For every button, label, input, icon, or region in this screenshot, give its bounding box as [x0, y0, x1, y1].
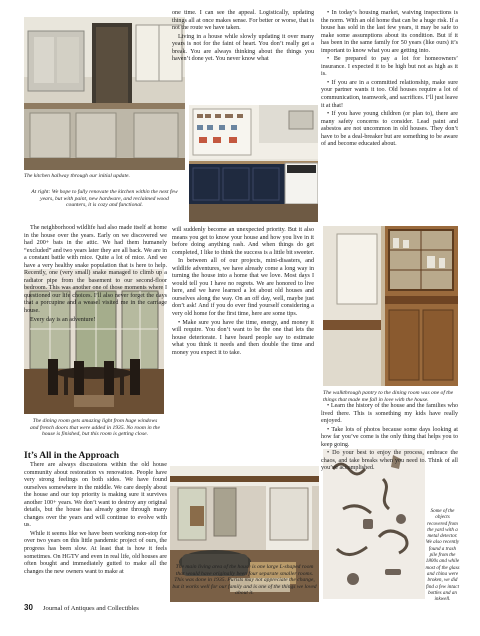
tip-children: • If you have young children (or plan to), there are many safety concerns to consider. Lead paint and asbestos are not uncommon in old houses. They don’t have to be a deal-breaker but are something to be aware of and become educated about.: [321, 111, 458, 148]
publication-name: Journal of Antiques and Collectibles: [42, 605, 139, 612]
column-1-text: [24, 225, 167, 325]
paragraph-appeal: one time. I can see the appeal. Logistically, updating things all at once makes sense. For better or worse, that is not the route we have taken.: [172, 10, 314, 32]
pantry-caption: The walkthrough pantry to the dining room was one of the things that made me fall in love with the house.: [323, 390, 454, 403]
paragraph-living: Living in a house while slowly updating it over many years is not for the faint of heart. You don’t really get a break. You are always thinking about the things you haven’t done yet. You never know what: [172, 33, 314, 63]
section-heading: It’s All in the Approach: [24, 451, 120, 461]
paragraph-priority: will suddenly become an unexpected priority. But it also means you get to know your house and how you live in it before doing anything rash. And when things do get completed, I like to think the success is a little bit sweeter.: [172, 227, 314, 256]
column-3-top-text: [321, 10, 458, 150]
column-2-top-text: [172, 10, 314, 65]
kitchen-hallway-photo: [24, 17, 185, 170]
tip-partner: • If you are in a committed relationship, make sure your partner wants it too. Old houses require a lot of communication, teamwork, and sacrifices. I’ll just leave it at that!: [321, 79, 458, 109]
tip-time-money: • Make sure you have the time, energy, and money it will require. You don’t want to be the one that lets the house deteriorate. I have heard people say to estimate what you think it needs and then double the time and money you expect it to take.: [172, 319, 314, 356]
kitchen-hallway-caption: The kitchen hallway through our initial update.: [24, 173, 130, 179]
paragraph-wildlife: The neighborhood wildlife had also made itself at home in the house over the years. Early on we discovered we had 200+ bats in the attic. We had them humanely “excluded” and two years later they are all back. We are in a constant battle with mice. Quite a lot of mice. And we have a very healthy snake population that is here to help. Recently, one (very small) snake managed to climb up a radiator pipe from the basement to our second-floor bedroom. This was another one of those moments where I questioned our life choices. I’ll also never forget the days that a porcupine and a weasel visited me in the carriage house.: [24, 225, 167, 315]
tip-enjoy: • Do your best to enjoy the process, embrace the chaos, and take breaks when you need to. Think of all you’ve accomplished.: [321, 450, 458, 472]
kitchen-photo: [189, 105, 318, 222]
dining-room-caption: The dining room gets amazing light from huge windows and french doors that were added in 1935. No room in the house is finished, but this room is getting close.: [30, 418, 160, 438]
paragraph-projects: In between all of our projects, mini-disasters, and wildlife adventures, we have already come a long way in turning the house into a home that we love. Most days I would tell you I have no regrets. We are honored to live here, and we have learned a lot about old houses and ourselves along the way. On an off day, well, maybe just don’t ask! And if you do ever find yourself considering a very old home for the first time, here are some tips.: [172, 258, 314, 318]
paragraph-restoration: There are always discussions within the old house community about restoration vs renovation. People have very strong feelings on both sides. We have found ourselves somewhere in the middle. We care deeply about the house and our top priority is making sure it survives another 100+ years. We don’t want to destroy any original details, but the house has already gone through many changes over the years and will continue to evolve with us.: [24, 462, 167, 529]
kitchen-caption: At right: We hope to fully renovate the kitchen within the next few years, but with paint, new hardware, and reclaimed wood counters, it is cozy and functional.: [31, 189, 178, 209]
page-footer: [24, 603, 224, 612]
tip-photos: • Take lots of photos because some days looking at how far you’ve come is the only thing that helps you to keep going.: [321, 426, 458, 448]
tip-insurance: • Be prepared to pay a lot for homeowners’ insurance. I expected it to be high but not as high as it is.: [321, 56, 458, 78]
column-2-mid-text: [172, 227, 314, 358]
living-area-caption: The main living area of the house is one large L-shaped room that would have originally been four separate smaller rooms. This was done in 1935. Purists may not appreciate the change, but it works well for our family and is one of the things we loved about it.: [172, 564, 317, 597]
page-number: 30: [24, 603, 33, 612]
tip-history: • Learn the history of the house and the families who lived there. This is something my kids have really enjoyed.: [321, 403, 458, 425]
tip-inspections: • In today’s housing market, waiving inspections is the norm. With an old home that can be a huge risk. If a house has sold in the last few years, it may be safe to make some assumptions about its condition. But if it has been in the same family for 50 years (like ours) it’s important to know what you are getting into.: [321, 10, 458, 54]
paragraph-progress: While it seems like we have been working non-stop for over two years on this little pandemic project of ours, the progress has been slow. At least that is how it feels sometimes. On HGTV and even in real life, old houses are often bought and immediately gutted to make all the changes the new owners want to make at: [24, 530, 167, 575]
objects-caption: Some of the objects recovered from the yard with a metal detector. We also recently found a trash pile from the 1800s and while most of the glass and china were broken, we did find a few intact bottles and an inkwell.: [425, 508, 460, 603]
column-3-bottom-text: [321, 403, 458, 474]
pantry-photo: [323, 226, 458, 386]
section-approach: [24, 451, 167, 577]
paragraph-adventure: Every day is an adventure!: [30, 316, 96, 323]
